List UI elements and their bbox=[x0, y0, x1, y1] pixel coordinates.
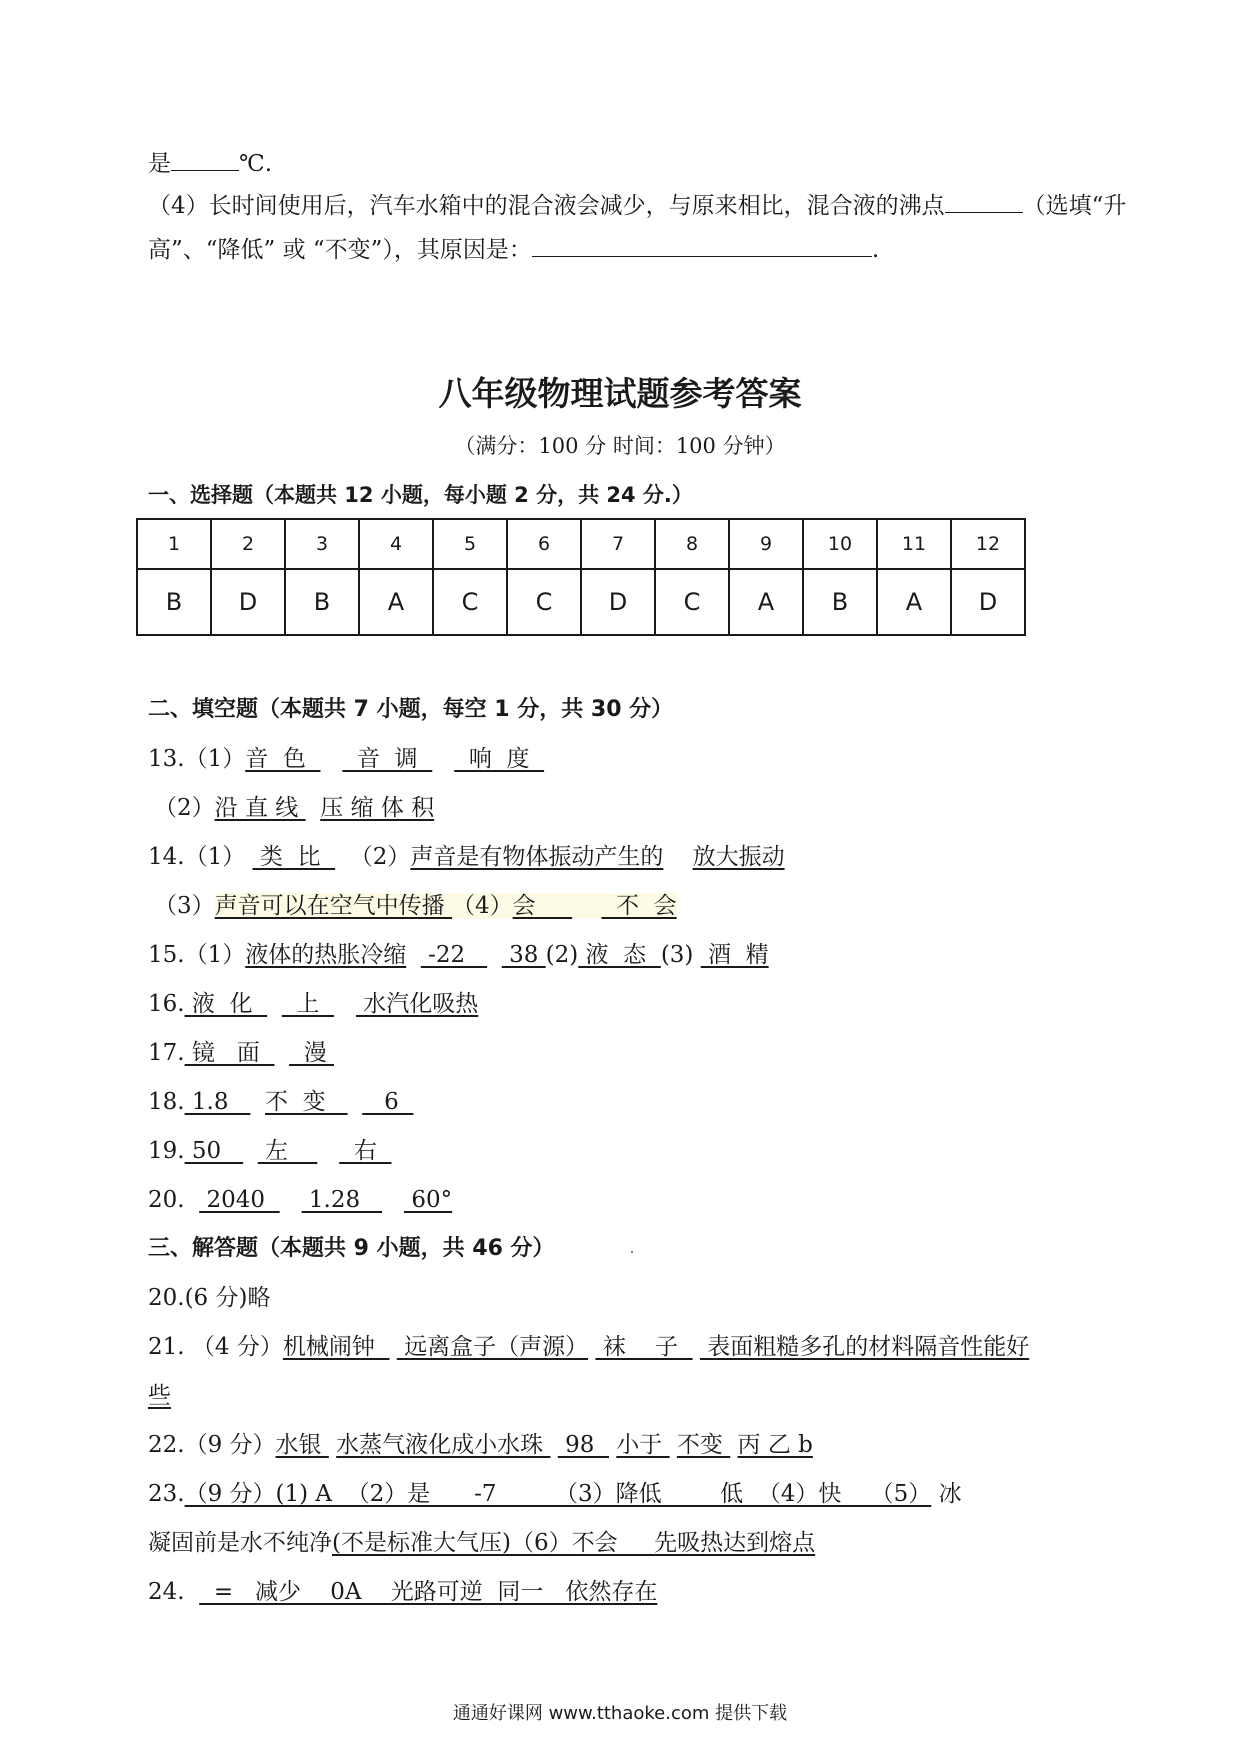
answer: 6 bbox=[362, 1089, 414, 1115]
question-number-cell: 5 bbox=[433, 519, 507, 569]
text: . bbox=[871, 237, 880, 263]
answer: 上 bbox=[281, 991, 335, 1017]
answer: 袜 子 bbox=[595, 1334, 693, 1360]
answer: 表面粗糙多孔的材料隔音性能好 bbox=[699, 1334, 1030, 1360]
answer: 50 bbox=[184, 1138, 244, 1164]
answer: 1.28 bbox=[301, 1187, 383, 1213]
text: （4）长时间使用后，汽车水箱中的混合液会减少，与原来相比，混合液的沸点 bbox=[148, 193, 945, 219]
answer: = 减少 0A 光路可逆 同一 依然存在 bbox=[199, 1579, 658, 1605]
answer: 水汽化吸热 bbox=[355, 991, 479, 1017]
q20-answer-line: 20.(6 分)略 bbox=[148, 1285, 271, 1311]
q19-label: 19. bbox=[148, 1138, 185, 1164]
q18-line bbox=[148, 1087, 413, 1117]
answer-cell: A bbox=[877, 569, 951, 635]
question-number-cell: 12 bbox=[951, 519, 1025, 569]
answer-cell: C bbox=[433, 569, 507, 635]
footer-credit: 通通好课网 www.tthaoke.com 提供下载 bbox=[452, 1703, 788, 1724]
question-number-cell: 3 bbox=[285, 519, 359, 569]
answer-cell: C bbox=[507, 569, 581, 635]
answer: 不 变 bbox=[265, 1089, 348, 1115]
answer: 60° bbox=[404, 1187, 453, 1213]
text: 高”、“降低” 或 “不变”），其原因是： bbox=[148, 237, 532, 263]
question-number-cell: 10 bbox=[803, 519, 877, 569]
top-line-2 bbox=[148, 190, 1126, 221]
answer: 38 bbox=[501, 942, 546, 968]
answer-cell: D bbox=[581, 569, 655, 635]
answer-cell: B bbox=[285, 569, 359, 635]
q19-line bbox=[148, 1136, 391, 1166]
q13-line-2 bbox=[154, 793, 434, 823]
q18-label: 18. bbox=[148, 1089, 185, 1115]
answer-cell: D bbox=[211, 569, 285, 635]
q17-line bbox=[148, 1038, 334, 1068]
text: ℃. bbox=[239, 151, 273, 177]
answer: 1.8 bbox=[184, 1089, 251, 1115]
top-line-3 bbox=[148, 234, 879, 265]
answer-row bbox=[137, 569, 1025, 635]
scan-speck bbox=[631, 1251, 633, 1253]
answer-table bbox=[136, 518, 1026, 636]
q22-line bbox=[148, 1430, 813, 1460]
q13-sub-label: （2） bbox=[154, 795, 215, 821]
q20-line bbox=[148, 1185, 452, 1215]
q15-line bbox=[148, 940, 769, 970]
answer: 镜 面 bbox=[184, 1040, 275, 1066]
page-title: 八年级物理试题参考答案 bbox=[438, 374, 802, 413]
answer-blank bbox=[945, 190, 1023, 213]
answer: 小于 bbox=[616, 1432, 670, 1458]
q14-sub-label: （3） bbox=[154, 893, 215, 919]
q24-line bbox=[148, 1577, 657, 1607]
section-3-heading: 三、解答题（本题共 9 小题，共 46 分） bbox=[148, 1236, 555, 1261]
question-number-cell: 1 bbox=[137, 519, 211, 569]
sub-label: （4） bbox=[451, 893, 513, 919]
q15-label: 15.（1） bbox=[148, 942, 246, 968]
section-1-heading: 一、选择题（本题共 12 小题，每小题 2 分，共 24 分.） bbox=[148, 483, 693, 507]
q17-label: 17. bbox=[148, 1040, 185, 1066]
text: 是 bbox=[148, 151, 171, 177]
answer-blank bbox=[532, 234, 872, 257]
answer: 水银 bbox=[275, 1432, 329, 1458]
answer-cell: C bbox=[655, 569, 729, 635]
q14-line-2 bbox=[154, 891, 677, 921]
section-2-heading: 二、填空题（本题共 7 小题，每空 1 分，共 30 分） bbox=[148, 697, 674, 722]
answer: 压 缩 体 积 bbox=[320, 795, 435, 821]
answer: 液体的热胀冷缩 bbox=[245, 942, 407, 968]
q16-label: 16. bbox=[148, 991, 185, 1017]
question-number-cell: 4 bbox=[359, 519, 433, 569]
answer: 液 态 bbox=[578, 942, 661, 968]
answer: 不 会 bbox=[601, 893, 677, 919]
question-number-cell: 7 bbox=[581, 519, 655, 569]
q16-line bbox=[148, 989, 478, 1019]
answer: 水蒸气液化成小水珠 bbox=[336, 1432, 551, 1458]
answer: 左 bbox=[257, 1138, 318, 1164]
answer: 98 bbox=[557, 1432, 609, 1458]
answer: 液 化 bbox=[184, 991, 268, 1017]
q23-label: 23. bbox=[148, 1481, 185, 1507]
q21-line-1 bbox=[148, 1332, 1029, 1362]
question-number-cell: 9 bbox=[729, 519, 803, 569]
answer: 酒 精 bbox=[700, 942, 769, 968]
answer: -22 bbox=[420, 942, 488, 968]
q20-label: 20. bbox=[148, 1187, 185, 1213]
answer: 右 bbox=[339, 1138, 392, 1164]
answer: （9 分）(1) A （2）是 -7 （3）降低 低 （4）快 （5） bbox=[184, 1481, 932, 1507]
answer: 些 bbox=[148, 1383, 171, 1409]
answer: 声音是有物体振动产生的 bbox=[410, 844, 664, 870]
question-number-cell: 2 bbox=[211, 519, 285, 569]
text: 凝固前是水不纯净 bbox=[148, 1530, 332, 1556]
text: 冰 bbox=[938, 1481, 962, 1507]
sub-label: （2） bbox=[349, 844, 411, 870]
q21-line-2 bbox=[148, 1381, 171, 1411]
q23-line-2 bbox=[148, 1528, 815, 1558]
answer: 漫 bbox=[289, 1040, 335, 1066]
answer-cell: D bbox=[951, 569, 1025, 635]
answer: 放大振动 bbox=[692, 844, 785, 870]
answer: 2040 bbox=[199, 1187, 280, 1213]
question-number-row bbox=[137, 519, 1025, 569]
answer: 会 bbox=[512, 893, 573, 919]
question-number-cell: 8 bbox=[655, 519, 729, 569]
text: （选填“升 bbox=[1022, 193, 1127, 219]
answer: (不是标准大气压)（6）不会 先吸热达到熔点 bbox=[332, 1530, 816, 1556]
answer: 沿 直 线 bbox=[214, 795, 306, 821]
answer: 不变 bbox=[676, 1432, 731, 1458]
answer: 丙 乙 b bbox=[737, 1432, 813, 1458]
q13-line-1 bbox=[148, 744, 544, 774]
answer: 机械闹钟 bbox=[282, 1334, 390, 1360]
answer: 远离盒子（声源） bbox=[396, 1334, 589, 1360]
answer: 声音可以在空气中传播 bbox=[214, 893, 452, 919]
q23-line-1 bbox=[148, 1479, 962, 1509]
question-number-cell: 6 bbox=[507, 519, 581, 569]
answer-cell: A bbox=[359, 569, 433, 635]
q13-label: 13.（1） bbox=[148, 746, 246, 772]
answer-cell: B bbox=[803, 569, 877, 635]
q14-line-1 bbox=[148, 842, 785, 872]
answer-cell: B bbox=[137, 569, 211, 635]
answer: 音 调 bbox=[342, 746, 433, 772]
q14-label: 14.（1） bbox=[148, 844, 246, 870]
sub-label: (2) bbox=[545, 942, 579, 968]
answer: 类 比 bbox=[252, 844, 336, 870]
page-subtitle: （满分：100 分 时间：100 分钟） bbox=[454, 434, 786, 458]
answer-cell: A bbox=[729, 569, 803, 635]
answer: 响 度 bbox=[454, 746, 545, 772]
answer: 音 色 bbox=[245, 746, 321, 772]
answer-blank bbox=[171, 148, 239, 171]
sub-label: (3) bbox=[660, 942, 694, 968]
q22-label: 22.（9 分） bbox=[148, 1432, 276, 1458]
q24-label: 24. bbox=[148, 1579, 185, 1605]
top-line-1 bbox=[148, 148, 272, 179]
question-number-cell: 11 bbox=[877, 519, 951, 569]
q21-label: 21. （4 分） bbox=[148, 1334, 283, 1360]
